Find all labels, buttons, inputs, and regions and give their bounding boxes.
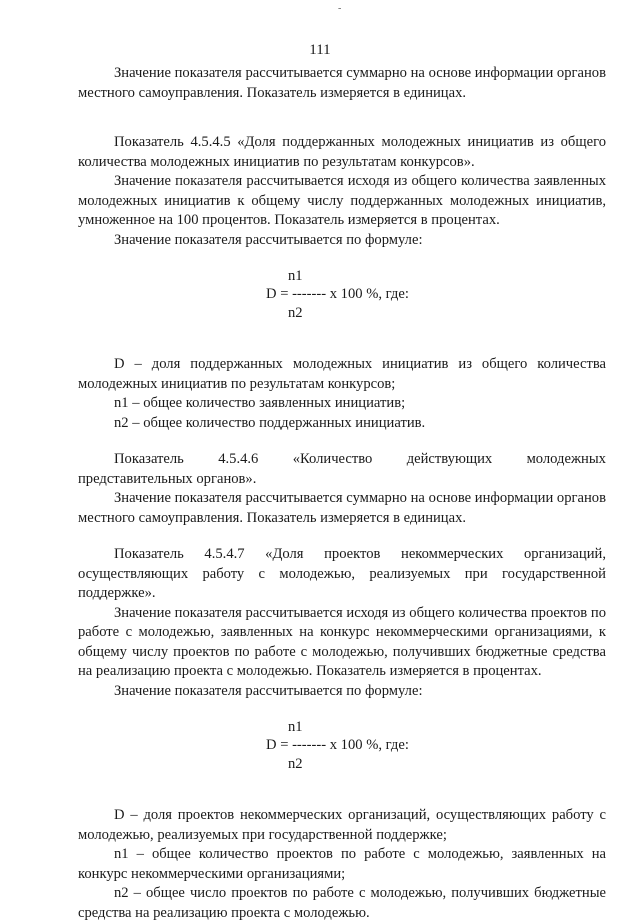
formula-expression: D = ------- x 100 %, где: [266,286,409,302]
paragraph: Значение показателя рассчитывается исходя из общего количества заявленных молодежных инициатив к общему числу поддержанных молодежных инициатив, умноженное на 100 процентов. Показатель измеряется в процентах. [78,173,606,228]
paragraph: Значение показателя рассчитывается суммарно на основе информации органов местного самоуправления. Показатель измеряется в единицах. [78,490,606,526]
heading-word: действующих [406,451,493,467]
definition: D – доля поддержанных молодежных инициатив из общего количества молодежных инициатив по результатам конкурсов; [78,356,606,392]
heading-word: Показатель [114,451,184,467]
definition: D – доля проектов некоммерческих организаций, осуществляющих работу с молодежью, реализуемых при государственной поддержке; [78,807,606,843]
indicator-heading: Показатель 4.5.4.7 «Доля проектов некоммерческих организаций, осуществляющих работу с молодежью, реализуемых при государственной поддержке». [78,546,606,601]
paragraph: Значение показателя рассчитывается суммарно на основе информации органов местного самоуправления. Показатель измеряется в единицах. [78,65,606,101]
formula-denominator: n2 [288,756,303,772]
paragraph: Значение показателя рассчитывается по формуле: [114,682,423,699]
indicator-heading-rest: представительных органов». [78,470,257,487]
document-body [78,64,606,923]
formula-denominator: n2 [288,305,303,321]
formula-numerator: n1 [288,268,303,284]
formula [78,267,606,325]
top-mark: - [338,3,342,14]
definition: n1 – общее количество заявленных инициатив; [114,395,406,411]
formula-numerator: n1 [288,719,303,735]
heading-word: «Количество [292,451,373,467]
heading-word: молодежных [526,451,606,467]
indicator-heading: Показатель 4.5.4.5 «Доля поддержанных молодежных инициатив из общего количества молодежных инициатив по результатам конкурсов». [78,134,606,170]
formula-expression: D = ------- x 100 %, где: [266,737,409,753]
indicator-heading-first-line [78,450,606,470]
definition: n2 – общее количество поддержанных инициатив. [114,414,426,431]
heading-word: 4.5.4.6 [218,451,259,467]
formula [78,718,606,776]
definition: n2 – общее число проектов по работе с молодежью, получивших бюджетные средства на реализацию проекта с молодежью. [78,885,606,921]
paragraph: Значение показателя рассчитывается исходя из общего количества проектов по работе с молодежью, заявленных на конкурс некоммерческими организациями, к общему числу проектов по работе с молодежью, получивших бюджетные средства на реализацию проекта с молодежью. Показатель измеряется в процентах. [78,604,606,679]
page-number: 111 [309,42,331,58]
definition: n1 – общее количество проектов по работе с молодежью, заявленных на конкурс некоммерческими организациями; [78,846,606,882]
paragraph: Значение показателя рассчитывается по формуле: [114,231,423,248]
